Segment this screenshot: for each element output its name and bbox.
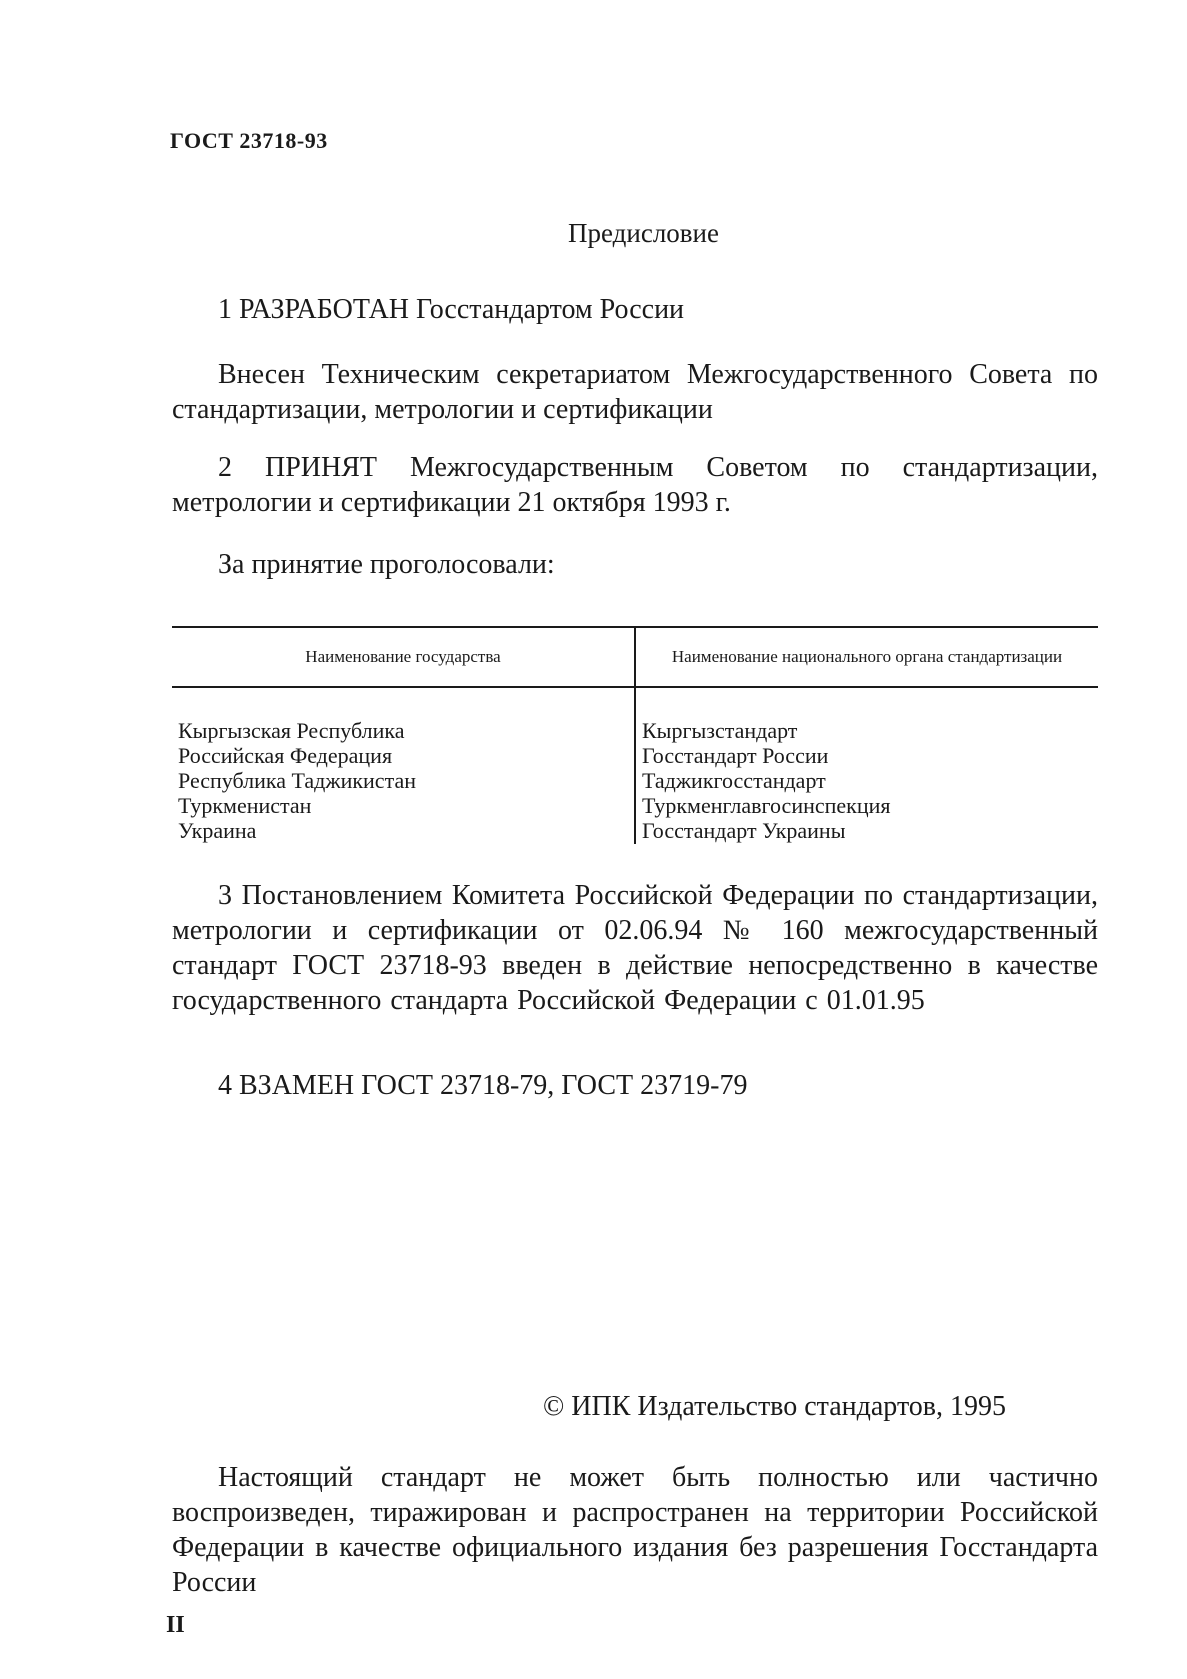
table-cell-body: Госстандарт Украины	[642, 818, 846, 843]
table-row	[172, 768, 1098, 793]
table-cell-body: Госстандарт России	[642, 743, 829, 768]
table-cell-state: Российская Федерация	[178, 743, 393, 768]
table-header-state: Наименование государства	[305, 647, 501, 666]
reproduction-notice: Настоящий стандарт не может быть полностью или частично воспроизведен, тиражирован и распространен на территории Российской Федерации в качестве официального издания без разрешения Госстандарта России	[172, 1462, 1098, 1598]
page-number: II	[166, 1612, 185, 1638]
section-adopted: 2 ПРИНЯТ Межгосударственным Советом по стандартизации, метрологии и сертификации 21 октября 1993 г.	[172, 452, 1098, 518]
table-cell-state: Украина	[178, 818, 257, 843]
table-row	[172, 743, 1098, 768]
section-voted: За принятие проголосовали:	[218, 549, 555, 580]
table-row	[172, 818, 1098, 843]
section-introduced: Внесен Техническим секретариатом Межгосударственного Совета по стандартизации, метрологии и сертификации	[172, 359, 1098, 425]
table-cell-body: Таджикгосстандарт	[642, 768, 826, 793]
table-row	[172, 793, 1098, 818]
copyright-line: © ИПК Издательство стандартов, 1995	[543, 1391, 1007, 1422]
table-header-body: Наименование национального органа стандартизации	[671, 647, 1063, 666]
document-code: ГОСТ 23718-93	[170, 128, 328, 153]
page-title: Предисловие	[568, 218, 719, 248]
section-enacted: 3 Постановлением Комитета Российской Федерации по стандартизации, метрологии и сертификации от 02.06.94 № 160 межгосударственный стандарт ГОСТ 23718-93 введен в действие непосредственно в качестве государственного стандарта Российской Федерации с 01.01.95	[172, 880, 1098, 1016]
table-body	[172, 718, 1098, 843]
table-cell-state: Кыргызская Республика	[178, 718, 405, 743]
section-developed: 1 РАЗРАБОТАН Госстандартом России	[218, 294, 685, 325]
section-replaces: 4 ВЗАМЕН ГОСТ 23718-79, ГОСТ 23719-79	[218, 1070, 748, 1101]
table-cell-state: Туркменистан	[178, 793, 312, 818]
table-cell-state: Республика Таджикистан	[178, 768, 416, 793]
table-cell-body: Кыргызстандарт	[642, 718, 798, 743]
table-row	[172, 718, 1098, 743]
table-cell-body: Туркменглавгосинспекция	[642, 793, 891, 818]
